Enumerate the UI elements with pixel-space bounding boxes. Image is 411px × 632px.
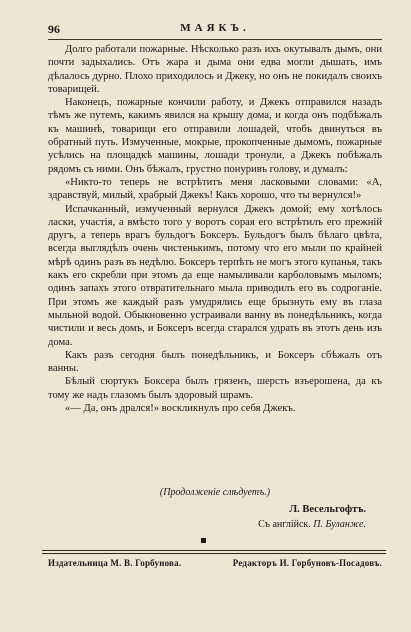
- end-ornament: [201, 538, 206, 543]
- journal-title: МАЯКЪ.: [180, 22, 250, 34]
- footer-publisher: Издательница М. В. Горбунова.: [48, 558, 182, 568]
- footer-divider-thin: [42, 553, 386, 554]
- paragraph-3: «Никто-то теперь не встрѣтитъ меня ласковыми словами: «А, здравствуй, милый, храбрый Джекъ! Какъ хорошо, что ты вернулся!»: [48, 176, 382, 202]
- header-divider: [48, 39, 382, 40]
- footer-editor: Редакторъ И. Горбуновъ-Посадовъ.: [232, 558, 382, 568]
- translator-prefix: Съ англійск.: [258, 519, 311, 530]
- paragraph-2: Наконецъ, пожарные кончили работу, и Джекъ отправился назадъ тѣмъ же путемъ, какимъ явился на крышу дома, и когда онъ подбѣжалъ къ машинѣ, товарищи его отправили лошадей, чтобъ двинуться въ обратный путь. Измученные, мокрые, прокопченные дымомъ, пожарные усѣлись на площадкѣ машины, лошади тронули, а Джекъ побѣжалъ рядомъ съ ними. Онъ бѣжалъ, грустно понуривъ голову, и думалъ:: [48, 97, 382, 175]
- page-number: 96: [48, 22, 60, 36]
- paragraph-7: «— Да, онъ дрался!» воскликнулъ про себя Джекъ.: [65, 403, 296, 415]
- translator-name: П. Буланже.: [313, 519, 366, 530]
- paragraph-5: Какъ разъ сегодня былъ понедѣльникъ, и Боксеръ сбѣжалъ отъ ванны.: [48, 349, 382, 375]
- paragraph-1: Долго работали пожарные. Нѣсколько разъ ихъ окутывалъ дымъ, они почти задыхались. Отъ жара и дыма они едва могли дышать, имъ дѣлалось дурно. Плохо приходилось и Джеку, но онъ не покидалъ своихъ товарищей.: [48, 44, 382, 95]
- translator-credit: [48, 519, 366, 530]
- continued-note: (Продолженіе слѣдуетъ.): [159, 487, 271, 498]
- article-body: [48, 43, 382, 415]
- footer-divider-thick: [42, 550, 386, 551]
- paragraph-4: Испачканный, измученный вернулся Джекъ домой; ему хотѣлось ласки, участія, а вмѣсто того у воротъ сорая его встрѣтилъ его прежній другъ, а теперь врагъ бульдогъ Боксеръ. Бульдогъ былъ бѣлаго цвѣта, всегда выглядѣлъ очень чистенькимъ, потому что его мыли по крайней мѣрѣ одинъ разъ въ недѣлю. Боксеръ терпѣть не могъ этого купанья, такъ какъ его скребли при этомъ да еще намыливали карболовымъ мыломъ; одинъ запахъ этого отвратительнаго мыла приводилъ его въ содроганіе. При этомъ же каждый разъ умудрялись еще брызнуть ему въ глаза мыльной водой. Обыкновенно устраивали ванну въ понедѣльникъ, когда чистили и весь домъ, и Боксеръ всегда старался удрать въ этотъ день изъ дома.: [48, 203, 382, 348]
- author-signature: Л. Весельгофтъ.: [289, 504, 366, 515]
- paragraph-6: Бѣлый сюртукъ Боксера былъ грязенъ, шерсть взъерошена, да къ тому же надъ глазомъ былъ здоровый шрамъ.: [48, 376, 382, 401]
- page-header: [48, 22, 382, 42]
